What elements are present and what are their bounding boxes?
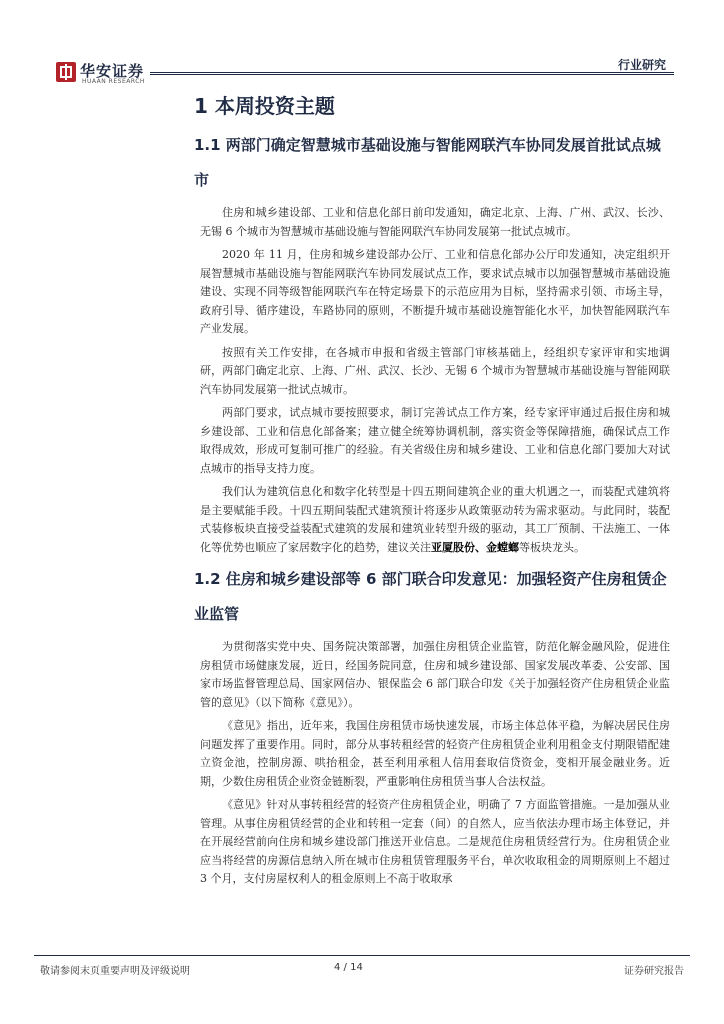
paragraph-text: 我们认为建筑信息化和数字化转型是十四五期间建筑企业的重大机遇之一，而装配式建筑将是主要赋能手段。十四五期间装配式建筑预计将逐步从政策驱动转为需求驱动。与此同时，装配式装修板块直接受益装配式建筑的发展和建筑业转型升级的驱动，其工厂预制、干法施工、一体化等优势也顺应了家居数字化的趋势，建议关注 xyxy=(200,485,670,554)
footer-report-type: 证券研究报告 xyxy=(624,966,684,977)
stock-name: 金螳螂 xyxy=(486,540,519,554)
paragraph: 2020 年 11 月，住房和城乡建设部办公厅、工业和信息化部办公厅印发通知，决定组织开展智慧城市基础设施与智能网联汽车协同发展试点工作，要求试点城市以加强智慧城市基础设施建设、实现不同等级智能网联汽车在特定场景下的示范应用为目标，坚持需求引领、市场主导，政府引导、循序建设，车路协同的原则，不断提升城市基础设施智能化水平，加快智能网联汽车产业发展。 xyxy=(200,248,670,335)
paragraph: 两部门要求，试点城市要按照要求，制订完善试点工作方案，经专家评审通过后报住房和城乡建设部、工业和信息化部备案；建立健全统筹协调机制，落实资金等保障措施，确保试点工作取得成效，形成可复制可推广的经验。有关省级住房和城乡建设、工业和信息化部门要加大对试点城市的指导支持力度。 xyxy=(200,406,670,475)
paragraph-text: 等板块龙头。 xyxy=(519,540,585,554)
paragraph: 《意见》针对从事转租经营的轻资产住房租赁企业，明确了 7 方面监管措施。一是加强从业管理。从事住房租赁经营的企业和转租一定套（间）的自然人，应当依法办理市场主体登记，并在开展经营前向住房和城乡建设部门推送开业信息。二是规范住房租赁经营行为。住房租赁企业应当将经营的房源信息纳入所在城市住房租赁管理服务平台，单次收取租金的周期原则上不超过 3 个月，支付房屋权利人的租金原则上不高于收取承 xyxy=(200,798,670,885)
section-title-1-1: 1.1 两部门确定智慧城市基础设施与智能网联汽车协同发展首批试点城市 xyxy=(194,136,661,189)
logo-text: 华安证券 xyxy=(80,62,145,80)
footer-disclaimer: 敬请参阅末页重要声明及评级说明 xyxy=(40,966,190,977)
logo-subtext: HUAAN RESEARCH xyxy=(82,78,145,85)
page-header xyxy=(50,56,674,96)
paragraph: 《意见》指出，近年来，我国住房租赁市场快速发展，市场主体总体平稳，为解决居民住房问题发挥了重要作用。同时，部分从事转租经营的轻资产住房租赁企业利用租金支付期限错配建立资金池，控制房源、哄抬租金，甚至利用承租人信用套取信贷资金，变相开展金融业务。近期，少数住房租赁企业资金链断裂，严重影响住房租赁当事人合法权益。 xyxy=(200,719,670,788)
chapter-title: 1 本周投资主题 xyxy=(194,94,335,118)
section-title-1-2: 1.2 住房和城乡建设部等 6 部门联合印发意见：加强轻资产住房租赁企业监管 xyxy=(194,570,667,623)
footer-divider xyxy=(34,955,690,956)
paragraph: 按照有关工作安排，在各城市申报和省级主管部门审核基础上，经组织专家评审和实地调研，两部门确定北京、上海、广州、武汉、长沙、无锡 6 个城市为智慧城市基础设施与智能网联汽车协同发展第一批试点城市。 xyxy=(200,345,670,396)
header-divider xyxy=(150,72,674,73)
paragraph: 为贯彻落实党中央、国务院决策部署，加强住房租赁企业监管，防范化解金融风险，促进住房租赁市场健康发展，近日，经国务院同意，住房和城乡建设部、国家发展改革委、公安部、国家市场监督管理总局、国家网信办、银保监会 6 部门联合印发《关于加强轻资产住房租赁企业监管的意见》（以下简称《意见》）。 xyxy=(200,640,670,709)
section-tag: 行业研究 xyxy=(617,58,666,72)
page-number: 4 / 14 xyxy=(334,962,363,973)
main-content xyxy=(194,94,670,894)
paragraph: 住房和城乡建设部、工业和信息化部日前印发通知，确定北京、上海、广州、武汉、长沙、无锡 6 个城市为智慧城市基础设施与智能网联汽车协同发展第一批试点城市。 xyxy=(200,206,670,238)
paragraph xyxy=(200,483,670,557)
logo-icon xyxy=(56,62,76,82)
separator: 、 xyxy=(475,540,486,554)
header-divider-secondary xyxy=(150,74,674,75)
stock-name: 亚厦股份 xyxy=(431,540,475,554)
